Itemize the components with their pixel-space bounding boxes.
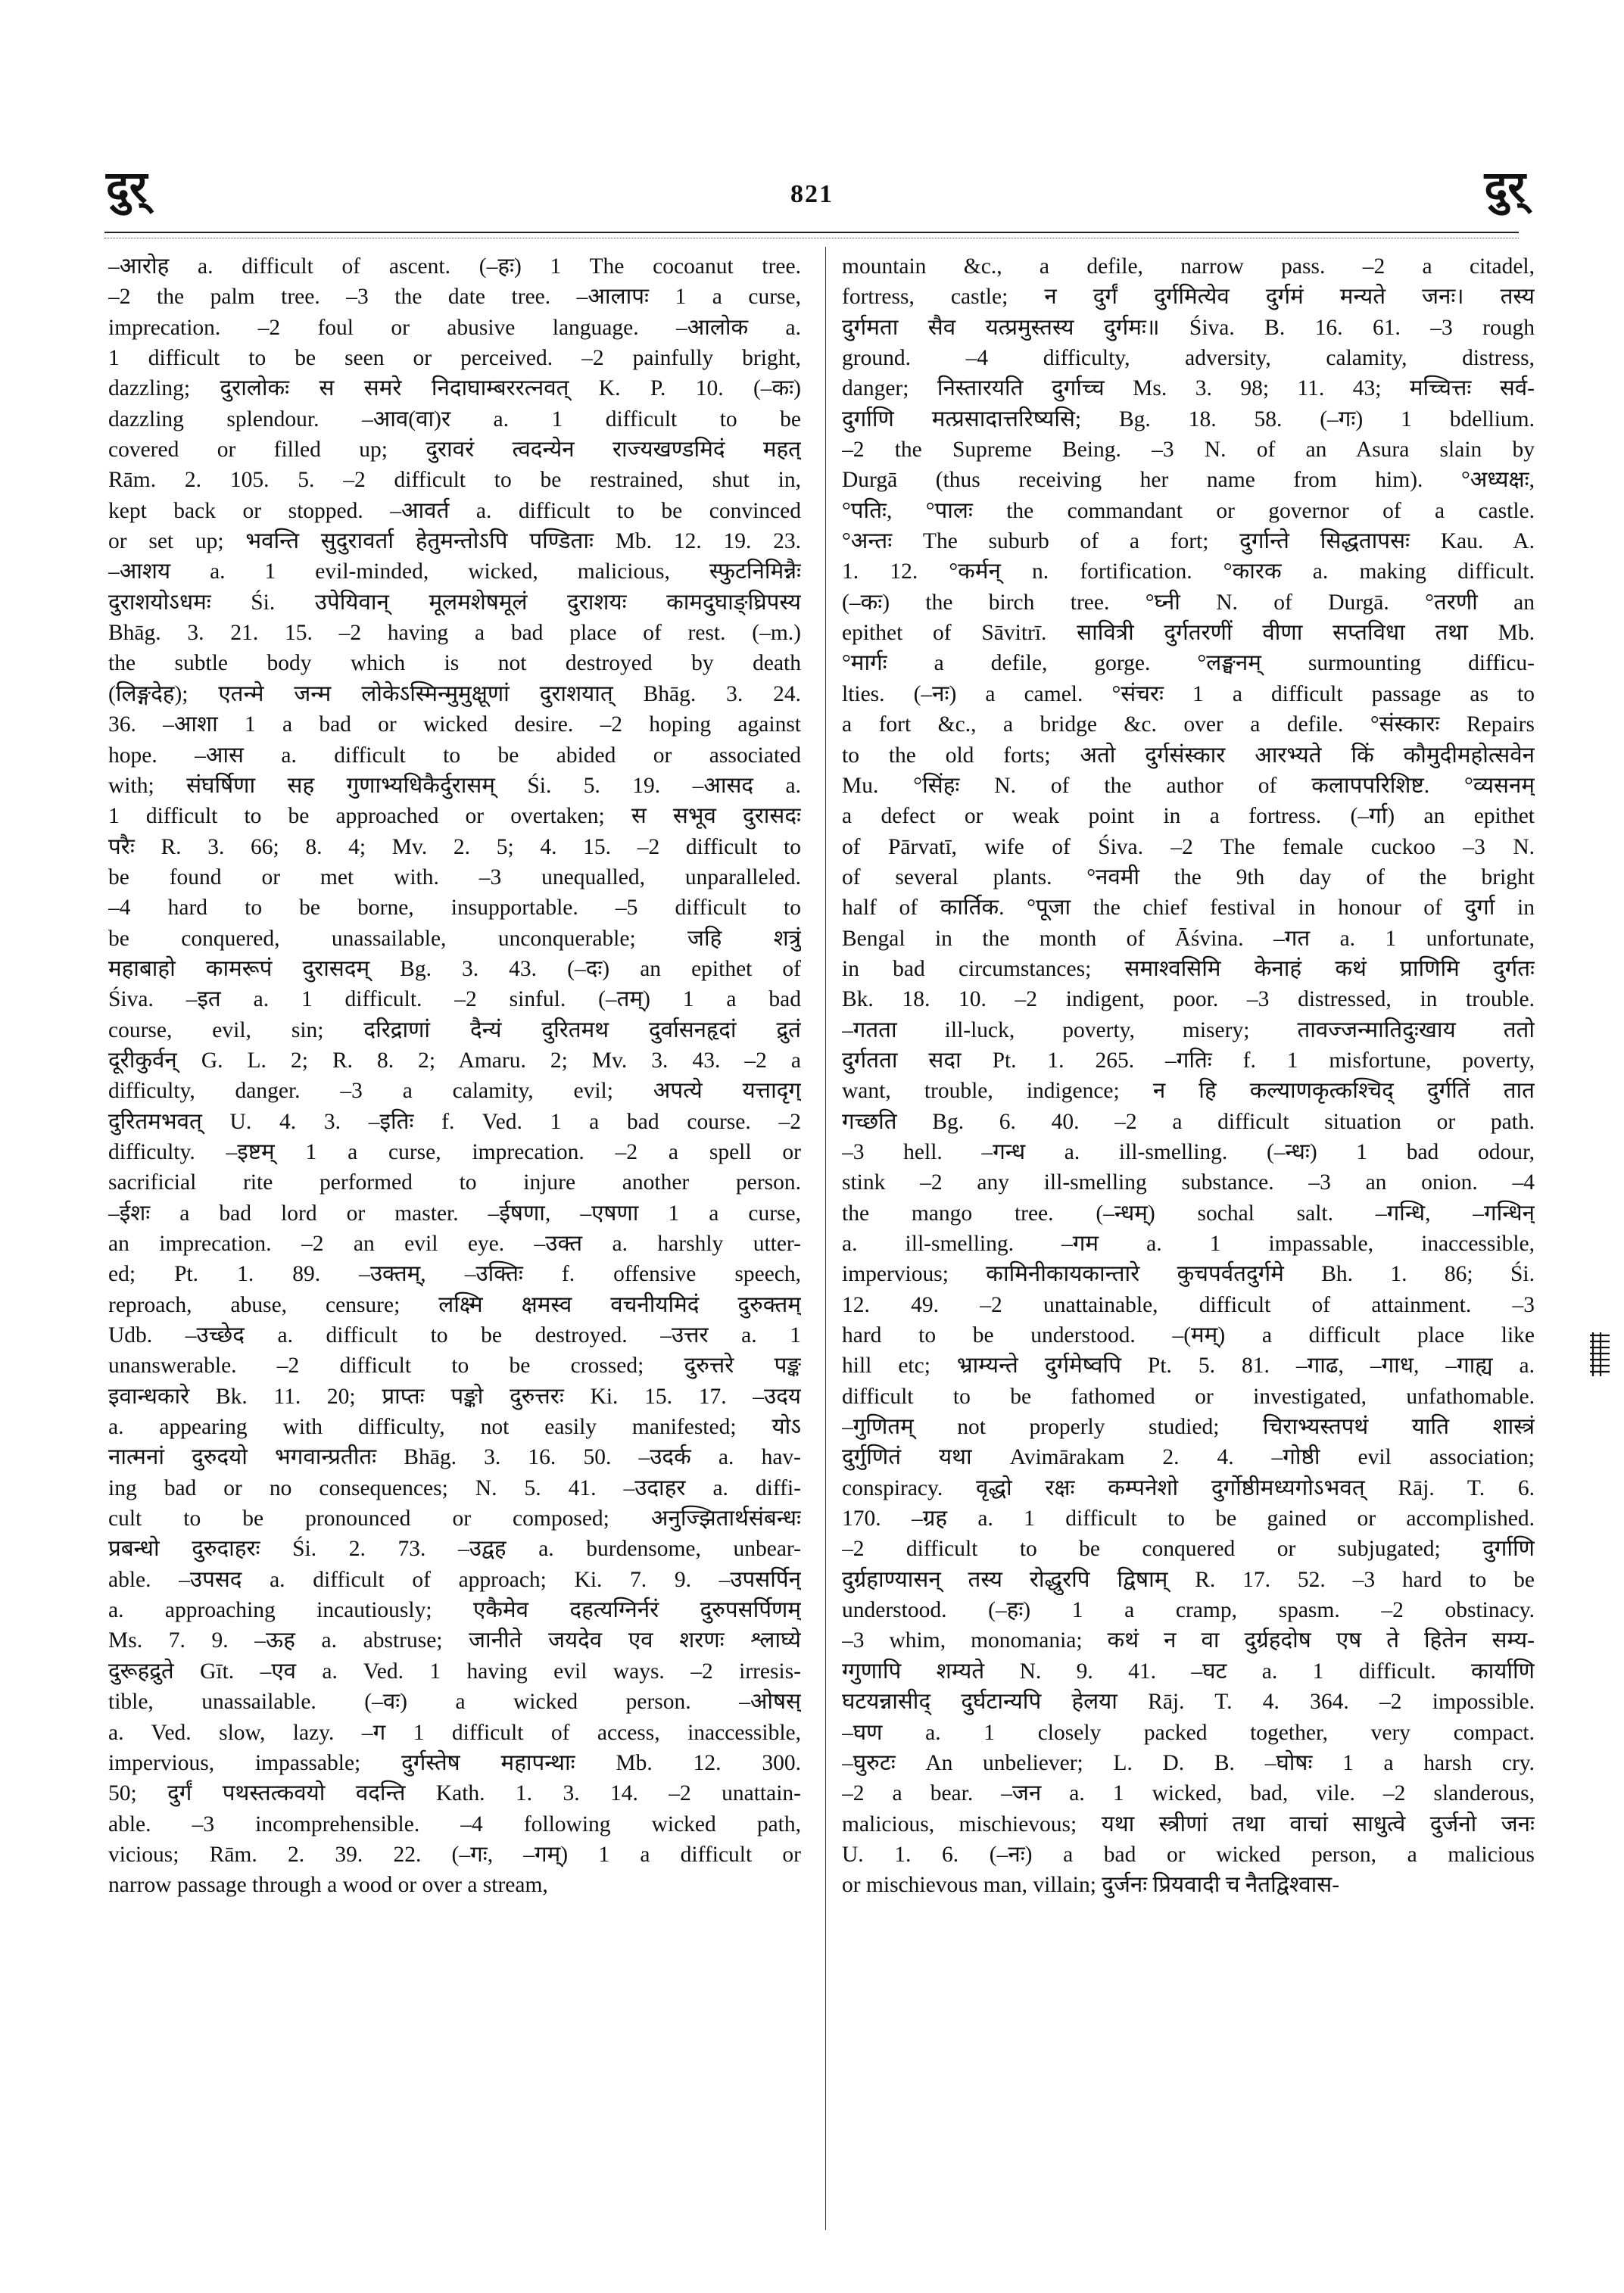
entry-line: be conquered, unassailable, unconquerable; जहि शत्रुं [108,926,801,951]
entry-line: of Pārvatī, wife of Śiva. –2 The female cuckoo –3 N. [842,834,1535,859]
entry-line: –4 hard to be borne, insupportable. –5 difficult to [108,896,801,921]
entry-line: epithet of Sāvitrī. सावित्री दुर्गतरणीं वीणा सप्तविधा तथा Mb. [842,621,1535,646]
left-column [108,251,801,2235]
entry-line: ग्गुणापि शम्यते N. 9. 41. –घट a. 1 difficult. कार्याणि [842,1659,1535,1684]
running-head-right: दुर् [1484,161,1526,213]
entry-line: –घण a. 1 closely packed together, very compact. [842,1720,1535,1745]
entry-line: °अन्तः The suburb of a fort; दुर्गान्ते सिद्धतापसः Kau. A. [842,529,1535,554]
entry-line: 1 difficult to be approached or overtaken; स सभूव दुरासदः [108,804,801,829]
entry-line: in bad circumstances; समाश्वसिमि केनाहं कथं प्राणिमि दुर्गतः [842,956,1535,981]
entry-line: kept back or stopped. –आवर्त a. difficult to be convinced [108,498,801,523]
entry-line: understood. (–हः) 1 a cramp, spasm. –2 obstinacy. [842,1598,1535,1623]
entry-line: the subtle body which is not destroyed by death [108,651,801,676]
entry-line: Udb. –उच्छेद a. difficult to be destroyed. –उत्तर a. 1 [108,1323,801,1348]
entry-line: hill etc; भ्राम्यन्ते दुर्गमेष्वपि Pt. 5. 81. –गाढ, –गाध, –गाह्य a. [842,1354,1535,1379]
entry-line: with; संघर्षिणा सह गुणाभ्यधिकैर्दुरासम् Śi. 5. 19. –आसद a. [108,773,801,798]
entry-line: ground. –4 difficulty, adversity, calamity, distress, [842,346,1535,371]
entry-line: narrow passage through a wood or over a stream, [108,1873,548,1898]
entry-line: –आशय a. 1 evil-minded, wicked, malicious, स्फुटनिमिन्नैः [108,559,801,584]
entry-line: danger; निस्तारयति दुर्गाच्च Ms. 3. 98; 11. 43; मच्चित्तः सर्व- [842,376,1535,401]
entry-line: a fort &c., a bridge &c. over a defile. °संस्कारः Repairs [842,712,1535,737]
entry-line: नात्मनां दुरुदयो भगवान्प्रतीतः Bhāg. 3. 16. 50. –उदर्क a. hav- [108,1445,801,1470]
entry-line: ed; Pt. 1. 89. –उक्तम्, –उक्तिः f. offensive speech, [108,1262,801,1287]
entry-line: घटयन्नासीद् दुर्घटान्यपि हेलया Rāj. T. 4. 364. –2 impossible. [842,1690,1535,1715]
entry-line: a defect or weak point in a fortress. (–र्गा) an epithet [842,804,1535,829]
entry-line: गच्छति Bg. 6. 40. –2 a difficult situation or path. [842,1109,1535,1134]
entry-line: dazzling splendour. –आव(वा)र a. 1 difficult to be [108,407,801,431]
entry-line: malicious, mischievous; यथा स्त्रीणां तथा वाचां साधुत्वे दुर्जनो जनः [842,1812,1535,1837]
entry-line: an imprecation. –2 an evil eye. –उक्त a. harshly utter- [108,1232,801,1256]
entry-line: 1 difficult to be seen or perceived. –2 painfully bright, [108,346,801,371]
entry-line: the mango tree. (–न्धम्) sochal salt. –गन्धि, –गन्धिन् [842,1201,1535,1226]
entry-line: imprecation. –2 foul or abusive language. –आलोक a. [108,315,801,340]
entry-line: 170. –ग्रह a. 1 difficult to be gained or accomplished. [842,1506,1535,1531]
entry-line: प्रबन्धो दुरुदाहरः Śi. 2. 73. –उद्वह a. burdensome, unbear- [108,1537,801,1562]
entry-line: able. –3 incomprehensible. –4 following wicked path, [108,1812,801,1837]
entry-line: difficult to be fathomed or investigated, unfathomable. [842,1384,1535,1409]
entry-line: –2 the palm tree. –3 the date tree. –आलापः 1 a curse, [108,285,801,310]
entry-line: Durgā (thus receiving her name from him). °अध्यक्षः, [842,468,1535,493]
entry-line: impervious, impassable; दुर्गस्तेष महापन्थाः Mb. 12. 300. [108,1750,801,1775]
entry-line: covered or filled up; दुरावरं त्वदन्येन राज्यखण्डमिदं महत् [108,438,801,463]
right-column [842,251,1535,2235]
page-number: 821 [790,180,834,208]
entry-line: conspiracy. वृद्धो रक्षः कम्पनेशो दुर्गोष्ठीमध्यगोऽभवत् Rāj. T. 6. [842,1475,1535,1500]
entry-line: –3 hell. –गन्ध a. ill-smelling. (–न्धः) 1 bad odour, [842,1139,1535,1164]
entry-line: महाबाहो कामरूपं दुरासदम् Bg. 3. 43. (–दः) an epithet of [108,956,801,981]
entry-line: be found or met with. –3 unequalled, unparalleled. [108,865,801,889]
entry-line: दुर्गतता सदा Pt. 1. 265. –गतिः f. 1 misfortune, poverty, [842,1048,1535,1073]
entry-line: or set up; भवन्ति सुदुरावर्ता हेतुमन्तोऽपि पण्डिताः Mb. 12. 19. 23. [108,529,801,554]
entry-line: दुर्गाणि मत्प्रसादात्तरिष्यसि; Bg. 18. 58. (–गः) 1 bdellium. [842,407,1535,431]
entry-line: half of कार्तिक. °पूजा the chief festival in honour of दुर्गा in [842,896,1535,921]
entry-line: sacrificial rite performed to injure another person. [108,1170,801,1195]
entry-line: दुराशयोऽधमः Śi. उपेयिवान् मूलमशेषमूलं दुराशयः कामदुघाङ्घ्रिपस्य [108,590,801,615]
entry-line: difficulty. –इष्टम् 1 a curse, imprecation. –2 a spell or [108,1139,801,1164]
entry-line: –घुरुटः An unbeliever; L. D. B. –घोषः 1 a harsh cry. [842,1750,1535,1775]
column-divider [825,247,826,2230]
entry-line: °मार्गः a defile, gorge. °लङ्घनम् surmounting difficu- [842,651,1535,676]
entry-line: a. Ved. slow, lazy. –ग 1 difficult of access, inaccessible, [108,1720,801,1745]
entry-line: –आरोह a. difficult of ascent. (–हः) 1 The cocoanut tree. [108,254,801,279]
entry-line: able. –उपसद a. difficult of approach; Ki. 7. 9. –उपसर्पिन् [108,1567,801,1592]
entry-line: दुरूहद्रुते Gīt. –एव a. Ved. 1 having evil ways. –2 irresis- [108,1659,801,1684]
entry-line: –2 difficult to be conquered or subjugated; दुर्गाणि [842,1537,1535,1562]
entry-line: Bengal in the month of Āśvina. –गत a. 1 unfortunate, [842,926,1535,951]
entry-line: ing bad or no consequences; N. 5. 41. –उदाहर a. diffi- [108,1475,801,1500]
entry-line: –गतता ill-luck, poverty, misery; तावज्जन्मातिदुःखाय ततो [842,1017,1535,1042]
entry-line: reproach, abuse, censure; लक्ष्मि क्षमस्व वचनीयमिदं दुरुक्तम् [108,1292,801,1317]
entry-line: (–कः) the birch tree. °घ्नी N. of Durgā. °तरणी an [842,590,1535,615]
entry-line: दुरितमभवत् U. 4. 3. –इतिः f. Ved. 1 a bad course. –2 [108,1109,801,1134]
entry-line: stink –2 any ill-smelling substance. –3 an onion. –4 [842,1170,1535,1195]
entry-line: dazzling; दुरालोकः स समरे निदाघाम्बररत्नवत् K. P. 10. (–कः) [108,376,801,401]
entry-line: of several plants. °नवमी the 9th day of the bright [842,865,1535,889]
header-rule [104,232,1519,233]
entry-line: (लिङ्गदेह); एतन्मे जन्म लोकेऽस्मिन्मुमुक्षूणां दुराशयात् Bhāg. 3. 24. [108,681,801,706]
entry-line: °पतिः, °पालः the commandant or governor of a castle. [842,498,1535,523]
entry-line: a. appearing with difficulty, not easily manifested; योऽ [108,1415,801,1440]
entry-line: unanswerable. –2 difficult to be crossed; दुरुत्तरे पङ्क [108,1354,801,1379]
entry-line: 12. 49. –2 unattainable, difficult of attainment. –3 [842,1292,1535,1317]
entry-line: hope. –आस a. difficult to be abided or associated [108,743,801,768]
entry-line: cult to be pronounced or composed; अनुज्झितार्थसंबन्धः [108,1506,801,1531]
entry-line: impervious; कामिनीकायकान्तारे कुचपर्वतदुर्गमे Bh. 1. 86; Śi. [842,1262,1535,1287]
entry-line: 1. 12. °कर्मन् n. fortification. °कारक a. making difficult. [842,559,1535,584]
running-head-left: दुर् [106,161,148,213]
entry-line: –2 a bear. –जन a. 1 wicked, bad, vile. –2 slanderous, [842,1781,1535,1806]
entry-line: or mischievous man, villain; दुर्जनः प्रियवादी च नैतद्विश्वास- [842,1873,1340,1898]
entry-line: 36. –आशा 1 a bad or wicked desire. –2 hoping against [108,712,801,737]
entry-line: Ms. 7. 9. –ऊह a. abstruse; जानीते जयदेव एव शरणः श्लाघ्ये [108,1628,801,1653]
entry-line: to the old forts; अतो दुर्गसंस्कार आरभ्यते किं कौमुदीमहोत्सवेन [842,743,1535,768]
entry-line: 50; दुर्गं पथस्तत्कवयो वदन्ति Kath. 1. 3. 14. –2 unattain- [108,1781,801,1806]
margin-thumb-index-mark [1588,1331,1611,1379]
entry-line: tible, unassailable. (–वः) a wicked person. –ओषस् [108,1690,801,1715]
entry-line: इवान्धकारे Bk. 11. 20; प्राप्तः पङ्को दुरुत्तरः Ki. 15. 17. –उदय [108,1384,801,1409]
entry-line: Bhāg. 3. 21. 15. –2 having a bad place of rest. (–m.) [108,621,801,646]
entry-line: परैः R. 3. 66; 8. 4; Mv. 2. 5; 4. 15. –2 difficult to [108,834,801,859]
entry-line: U. 1. 6. (–नः) a bad or wicked person, a malicious [842,1842,1535,1867]
entry-line: want, trouble, indigence; न हि कल्याणकृत्कश्चिद् दुर्गतिं तात [842,1079,1535,1104]
entry-line: –3 whim, monomania; कथं न वा दुर्ग्रहदोष एष ते हितेन सम्य- [842,1628,1535,1653]
entry-line: fortress, castle; न दुर्गं दुर्गमित्येव दुर्गमं मन्यते जनः। तस्य [842,285,1535,310]
entry-line: दुर्ग्रहाण्यासन् तस्य रोद्धुरपि द्विषाम् R. 17. 52. –3 hard to be [842,1567,1535,1592]
entry-line: a. approaching incautiously; एकैमेव दहत्यग्निर्नरं दुरुपसर्पिणम् [108,1598,801,1623]
entry-line: –2 the Supreme Being. –3 N. of an Asura slain by [842,438,1535,463]
entry-line: mountain &c., a defile, narrow pass. –2 a citadel, [842,254,1535,279]
entry-line: Rām. 2. 105. 5. –2 difficult to be restrained, shut in, [108,468,801,493]
entry-line: vicious; Rām. 2. 39. 22. (–गः, –गम्) 1 a difficult or [108,1842,801,1867]
entry-line: Śiva. –इत a. 1 difficult. –2 sinful. (–तम्) 1 a bad [108,987,801,1012]
entry-line: difficulty, danger. –3 a calamity, evil; अपत्ये यत्तादृग् [108,1079,801,1104]
entry-line: –गुणितम् not properly studied; चिराभ्यस्तपथं याति शास्त्रं [842,1415,1535,1440]
entry-line: –ईशः a bad lord or master. –ईषणा, –एषणा 1 a curse, [108,1201,801,1226]
entry-line: दूरीकुर्वन् G. L. 2; R. 8. 2; Amaru. 2; Mv. 3. 43. –2 a [108,1048,801,1073]
entry-line: दुर्गमता सैव यत्प्रमुस्तस्य दुर्गमः॥ Śiva. B. 16. 61. –3 rough [842,315,1535,340]
entry-line: Bk. 18. 10. –2 indigent, poor. –3 distressed, in trouble. [842,987,1535,1012]
entry-line: Mu. °सिंहः N. of the author of कलापपरिशिष्ट. °व्यसनम् [842,773,1535,798]
entry-line: दुर्गुणितं यथा Avimārakam 2. 4. –गोष्ठी evil association; [842,1445,1535,1470]
entry-line: lties. (–नः) a camel. °संचरः 1 a difficult passage as to [842,681,1535,706]
entry-line: course, evil, sin; दरिद्राणां दैन्यं दुरितमथ दुर्वासनहृदां द्रुतं [108,1017,801,1042]
entry-line: a. ill-smelling. –गम a. 1 impassable, inaccessible, [842,1232,1535,1256]
entry-line: hard to be understood. –(मम्) a difficult place like [842,1323,1535,1348]
